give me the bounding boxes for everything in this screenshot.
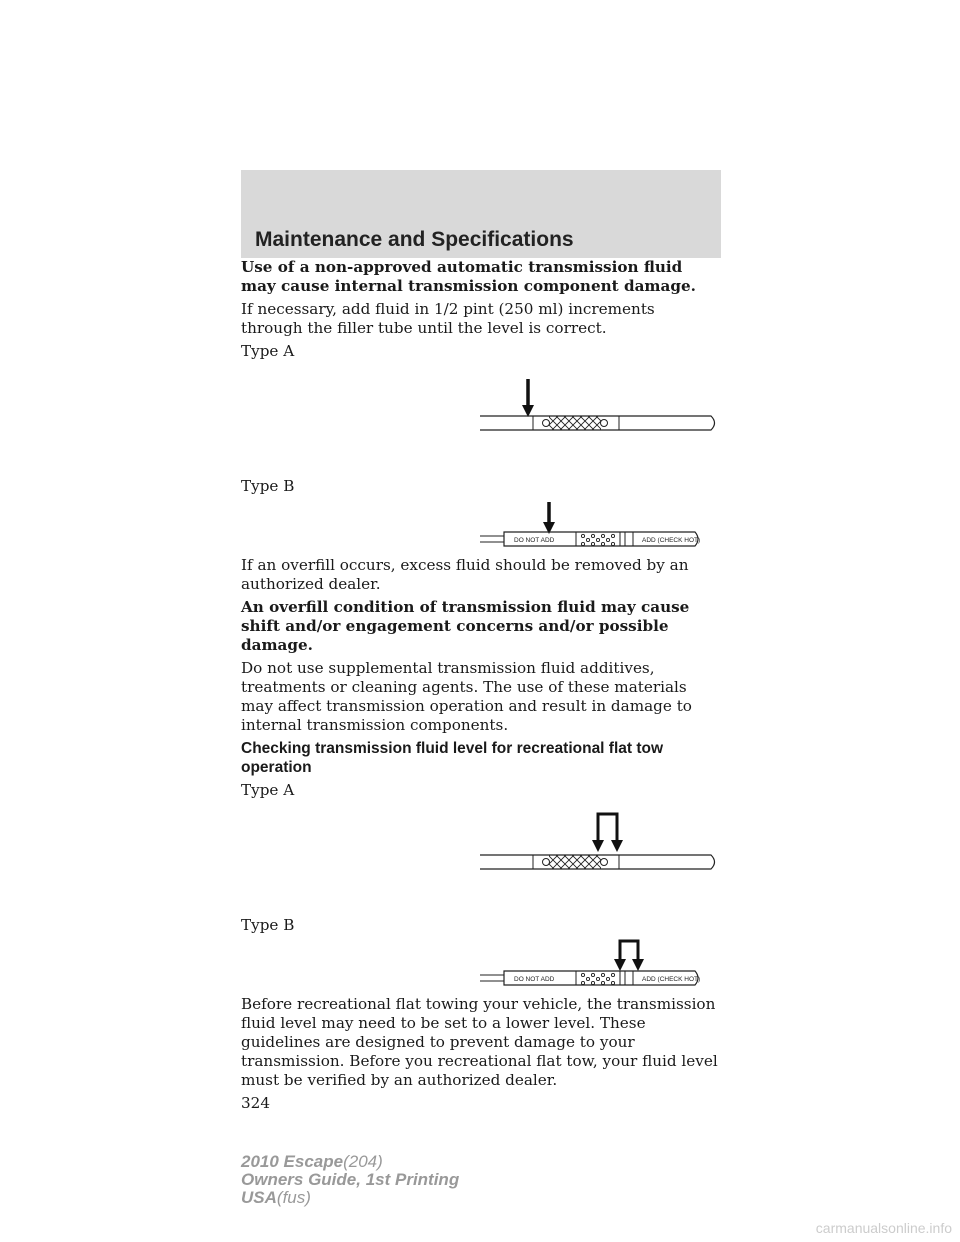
section-title: Maintenance and Specifications [255, 228, 574, 251]
add-check-hot-label: ADD (CHECK HOT) [642, 976, 701, 983]
body-paragraph: If an overfill occurs, excess fluid should be removed by an authorized dealer. [241, 556, 689, 593]
footer-region-code: (fus) [276, 1188, 311, 1207]
body-paragraph: If necessary, add fluid in 1/2 pint (250 ml) increments through the filler tube until the level is correct. [241, 300, 655, 337]
body-paragraph: Do not use supplemental transmission fluid additives, treatments or cleaning agents. The use of these materials may affect transmission operation and result in damage to internal transmission components. [241, 659, 692, 734]
range-arrows-icon [592, 814, 623, 852]
page-content [241, 258, 721, 1117]
do-not-add-label: DO NOT ADD [514, 976, 555, 983]
fill-arrow-icon [522, 379, 534, 417]
watermark: carmanualsonline.info [815, 1220, 952, 1236]
document-footer [241, 1153, 459, 1207]
type-b-label: Type B [241, 477, 295, 495]
page-number: 324 [241, 1094, 270, 1112]
dipstick-blade [480, 855, 715, 869]
footer-guide: Owners Guide, 1st Printing [241, 1170, 460, 1189]
dipstick-type-a-figure [241, 365, 721, 477]
subsection-heading: Checking transmission fluid level for recreational flat tow operation [241, 740, 664, 776]
add-check-hot-label: ADD (CHECK HOT) [642, 537, 701, 544]
warning-paragraph: Use of a non-approved automatic transmission fluid may cause internal transmission component damage. [241, 258, 696, 295]
footer-region: USA [241, 1188, 277, 1207]
dipstick-type-a-flat-tow-figure [241, 804, 721, 916]
body-paragraph: Before recreational flat towing your vehicle, the transmission fluid level may need to be set to a lower level. These guidelines are designed to prevent damage to your transmission. Before you recreational flat tow, your fluid level must be verified by an authorized dealer. [241, 995, 718, 1089]
dipstick-blade [480, 971, 700, 985]
dipstick-type-b-figure [241, 500, 721, 556]
type-b-label: Type B [241, 916, 295, 934]
footer-model-code: (204) [343, 1152, 383, 1171]
dipstick-type-b-flat-tow-figure [241, 939, 721, 995]
dipstick-blade [480, 532, 700, 546]
range-arrows-icon [614, 941, 644, 971]
type-a-label: Type A [241, 342, 295, 360]
dipstick-blade [480, 416, 715, 430]
footer-model: 2010 Escape [241, 1152, 344, 1171]
warning-paragraph: An overfill condition of transmission fluid may cause shift and/or engagement concerns and/or possible damage. [241, 598, 690, 654]
type-a-label: Type A [241, 781, 295, 799]
fill-arrow-icon [543, 502, 555, 534]
section-header [241, 170, 721, 258]
do-not-add-label: DO NOT ADD [514, 537, 555, 544]
